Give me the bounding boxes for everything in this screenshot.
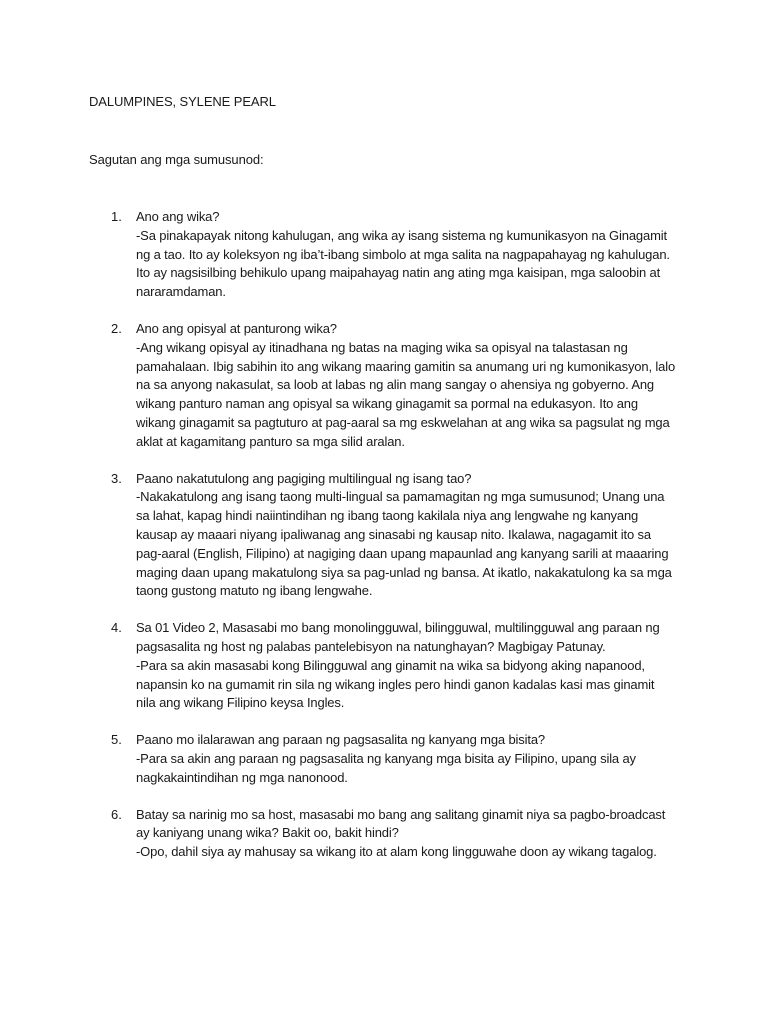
instruction-text: Sagutan ang mga sumusunod: <box>89 152 264 167</box>
item-content <box>136 320 676 452</box>
question-text: Ano ang wika? <box>136 209 220 224</box>
item-content <box>136 731 676 787</box>
question-item-2 <box>0 320 768 452</box>
item-content <box>136 208 676 302</box>
question-list <box>0 208 768 880</box>
answer-text: -Para sa akin masasabi kong Bilingguwal ang ginamit na wika sa bidyong aking napanood, napansin ko na gumamit rin sila ng wikang ingles pero hindi ganon kadalas kasi mas ginamit nila ang wikang Filipino keysa Ingles. <box>136 657 655 711</box>
question-text: Batay sa narinig mo sa host, masasabi mo bang ang salitang ginamit niya sa pagbo-broadcast ay kaniyang unang wika? Bakit oo, bakit hindi? <box>136 806 666 841</box>
question-item-1 <box>0 208 768 302</box>
question-item-6 <box>0 806 768 862</box>
item-number: 2. <box>111 320 122 336</box>
item-number: 5. <box>111 732 122 748</box>
question-item-5 <box>0 731 768 787</box>
question-item-4 <box>0 619 768 713</box>
question-text: Paano nakatutulong ang pagiging multilingual ng isang tao? <box>136 470 472 486</box>
answer-text: -Sa pinakapayak nitong kahulugan, ang wika ay isang sistema ng kumunikasyon na Ginagamit ng a tao. Ito ay koleksyon ng iba’t-ibang simbolo at mga salita na nagpapahayag ng kahulugan. Ito ay nagsisilbing behikulo upang maipahayag natin ang ating mga kaisipan, mga saloobin at nararamdaman. <box>136 227 670 300</box>
question-text: Ano ang opisyal at panturong wika? <box>136 320 337 336</box>
question-text: Sa 01 Video 2, Masasabi mo bang monolingguwal, bilingguwal, multilingguwal ang paraan ng pagsasalita ng host ng palabas pantelebisyon na natunghayan? Magbigay Patunay. <box>136 620 660 654</box>
question-item-3 <box>0 470 768 602</box>
item-content <box>136 470 676 602</box>
item-number: 3. <box>111 470 122 486</box>
item-content <box>136 619 676 713</box>
answer-text: -Ang wikang opisyal ay itinadhana ng batas na maging wika sa opisyal na talastasan ng pamahalaan. Ibig sabihin ito ang wikang maaring gamitin sa anumang uri ng kumonikasyon, lalo na sa anyong nakasulat, sa loob at labas ng alin mang sangay o ahensiya ng gobyerno. Ang wikang panturo naman ang opisyal sa wikang ginagamit sa pormal na edukasyon. Ito ang wikang ginagamit sa pagtuturo at pag-aaral sa mg eskwelahan at ang wika sa pagsulat ng mga aklat at kagamitang panturo sa mga silid aralan. <box>136 339 676 449</box>
item-number: 6. <box>111 806 122 822</box>
item-number: 4. <box>111 620 122 636</box>
item-number: 1. <box>111 209 122 224</box>
author-name: DALUMPINES, SYLENE PEARL <box>89 94 276 109</box>
answer-text: -Opo, dahil siya ay mahusay sa wikang ito at alam kong lingguwahe doon ay wikang tagalog. <box>136 844 657 860</box>
question-text: Paano mo ilalarawan ang paraan ng pagsasalita ng kanyang mga bisita? <box>136 732 545 748</box>
answer-text: -Para sa akin ang paraan ng pagsasalita ng kanyang mga bisita ay Filipino, upang sila ay nagkakaintindihan ng mga nanonood. <box>136 750 636 785</box>
item-content <box>136 806 676 862</box>
answer-text: -Nakakatulong ang isang taong multi-lingual sa pamamagitan ng mga sumusunod; Unang una sa lahat, kapag hindi naiintindihan ng ibang taong kakilala niya ang lengwahe ng kanyang kausap ay maaari niyang ipaliwanag ang sinasabi ng kausap nito. Ikalawa, nagagamit ito sa pag-aaral (English, Filipino) at nagiging daan upang mapaunlad ang kanyang sarili at maaaring maging daan upang makatulong siya sa pag-unlad ng bansa. At ikatlo, nakakatulong ka sa mga taong gustong matuto ng ibang lengwahe. <box>136 489 672 599</box>
